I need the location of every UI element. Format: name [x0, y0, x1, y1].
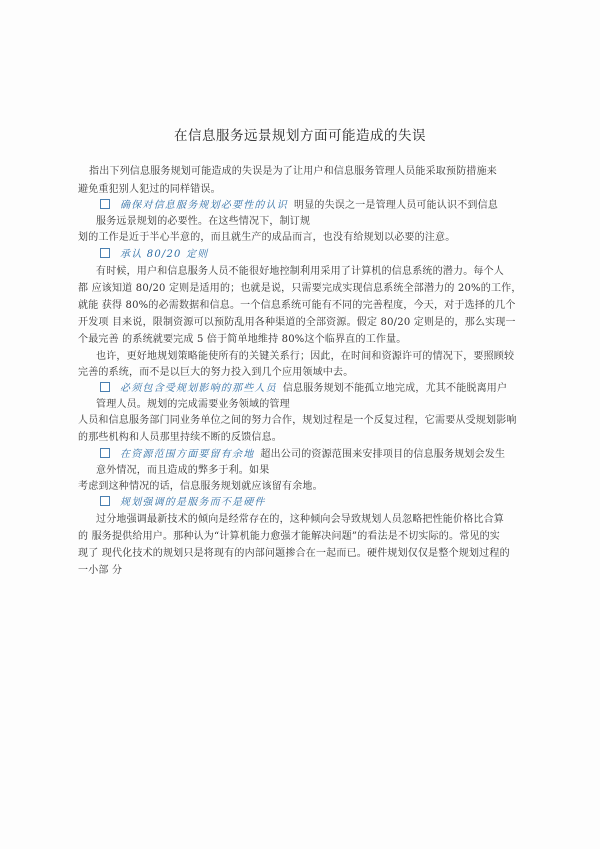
- section-label: 承认 80/20 定则: [120, 249, 209, 260]
- body-line: 完善的系统，而不是以巨大的努力投入到几个应用领域中去。: [78, 367, 354, 378]
- section-heading-2: [100, 248, 208, 262]
- section-heading-5: [100, 496, 266, 510]
- body-line: 的 服务提供给用户。那种认为“计算机能力愈强才能解决问题”的看法是不切实际的。常见的实: [78, 531, 501, 542]
- body-line: 服务远景规划的必要性。在这些情况下，制订规: [96, 216, 311, 227]
- body-line: 有时候，用户和信息服务人员不能很好地控制利用采用了计算机的信息系统的潜力。每个人: [96, 266, 504, 277]
- section-label: 确保对信息服务规划必要性的认识: [120, 200, 288, 211]
- body-line: 现了 现代化技术的规划只是将现有的内部问题掺合在一起而已。硬件规划仅仅是整个规划过程的: [78, 548, 510, 559]
- body-line: 也许，更好地规划策略能使所有的关键关系行；因此，在时间和资源许可的情况下，要照顾较: [96, 351, 515, 362]
- body-line: 一小部 分: [78, 565, 123, 576]
- section-label: 在资源范围方面要留有余地: [120, 449, 255, 460]
- checkbox-icon: [100, 382, 110, 392]
- section-label: 规划强调的是服务而不是硬件: [120, 497, 266, 508]
- body-line: 划的工作是近于半心半意的，而且就生产的成品而言，也没有给规划以必要的注意。: [78, 232, 456, 243]
- body-line: 就能 获得 80%的必需数据和信息。一个信息系统可能有不同的完善程度，今天，对于选择的几个: [78, 300, 516, 311]
- body-line: 都 应该知道 80/20 定则是适用的；也就是说，只需要完成实现信息系统全部潜力的 20%的工作，: [78, 283, 522, 294]
- section-heading-4: [100, 448, 505, 462]
- checkbox-icon: [100, 248, 110, 258]
- checkbox-icon: [100, 448, 110, 458]
- document-title: 在信息服务远景规划方面可能造成的失误: [174, 128, 426, 144]
- checkbox-icon: [100, 199, 110, 209]
- section-heading-1: [100, 199, 498, 213]
- body-line: 的那些机构和人员那里持续不断的反馈信息。: [78, 432, 282, 443]
- checkbox-icon: [100, 496, 110, 506]
- body-line: 个最完善 的系统就要完成 5 倍于简单地维持 80%这个临界直的工作量。: [78, 334, 407, 345]
- section-body-text: 超出公司的资源范围来安排项目的信息服务规划会发生: [260, 449, 506, 460]
- section-label: 必须包含受规划影响的那些人员: [120, 383, 277, 394]
- section-heading-3: [100, 382, 507, 396]
- body-line: 人员和信息服务部门同业务单位之间的努力合作，规划过程是一个反复过程，它需要从受规划影响: [78, 415, 517, 426]
- section-body-text: 明显的失误之一是管理人员可能认识不到信息: [294, 200, 498, 211]
- body-line: 开发项 目来说，限制资源可以预防乱用各种渠道的全部资源。假定 80/20 定则是的，那么实现一: [78, 317, 516, 328]
- intro-line: 避免重犯别人犯过的同样错误。: [78, 184, 221, 195]
- intro-line: 指出下列信息服务规划可能造成的失误是为了让用户和信息服务管理人员能采取预防措施来: [89, 166, 497, 177]
- body-line: 过分地强调最新技术的倾向是经常存在的，这种倾向会导致规划人员忽略把性能价格比合算: [96, 514, 504, 525]
- body-line: 管理人员。规划的完成需要业务领域的管理: [96, 399, 290, 410]
- body-line: 意外情况，而且造成的弊多于利。如果: [96, 465, 270, 476]
- section-body-text: 信息服务规划不能孤立地完成，尤其不能脱离用户: [282, 383, 508, 394]
- body-line: 考虑到这种情况的话，信息服务规划就应该留有余地。: [78, 481, 323, 492]
